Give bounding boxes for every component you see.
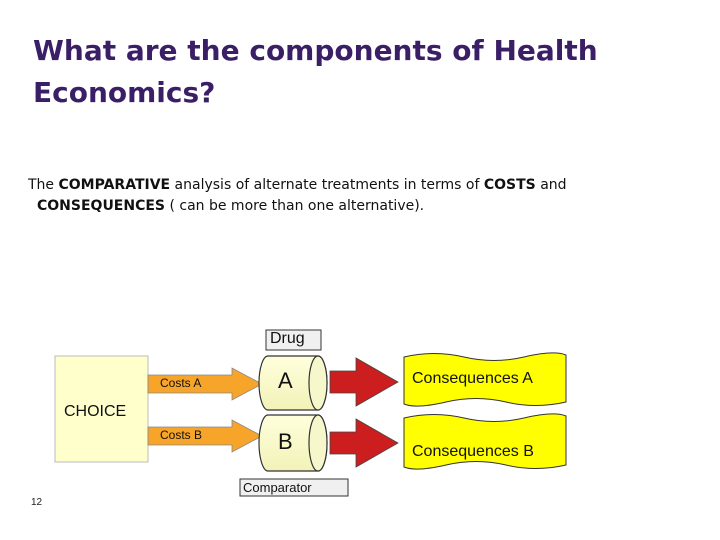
body-text-span: analysis of alternate treatments in terms of bbox=[170, 177, 484, 193]
consequences-keyword: CONSEQUENCES bbox=[37, 198, 166, 214]
title-line-2: Economics? bbox=[33, 76, 216, 109]
comparative-keyword: COMPARATIVE bbox=[58, 177, 171, 193]
choice-label: CHOICE bbox=[64, 403, 127, 420]
body-text-span: The bbox=[28, 177, 59, 193]
drum-b bbox=[259, 415, 327, 471]
costs-keyword: COSTS bbox=[483, 177, 536, 193]
title-line-1: What are the components of Health bbox=[33, 34, 598, 67]
consequence-a-arrow bbox=[330, 358, 398, 406]
option-a-label: A bbox=[278, 368, 293, 393]
consequences-b-label: Consequences B bbox=[412, 443, 534, 460]
comparator-label: Comparator bbox=[243, 480, 312, 495]
drug-label: Drug bbox=[270, 330, 305, 347]
costs-b-label: Costs B bbox=[160, 428, 203, 442]
page-number: 12 bbox=[31, 497, 43, 508]
body-text-span: and bbox=[535, 177, 567, 193]
body-text-span: ( can be more than one alternative). bbox=[165, 198, 425, 214]
drum-a bbox=[259, 356, 327, 410]
consequence-b-arrow bbox=[330, 419, 398, 467]
costs-a-label: Costs A bbox=[160, 376, 202, 390]
consequences-a-label: Consequences A bbox=[412, 370, 533, 387]
option-b-label: B bbox=[278, 429, 293, 454]
